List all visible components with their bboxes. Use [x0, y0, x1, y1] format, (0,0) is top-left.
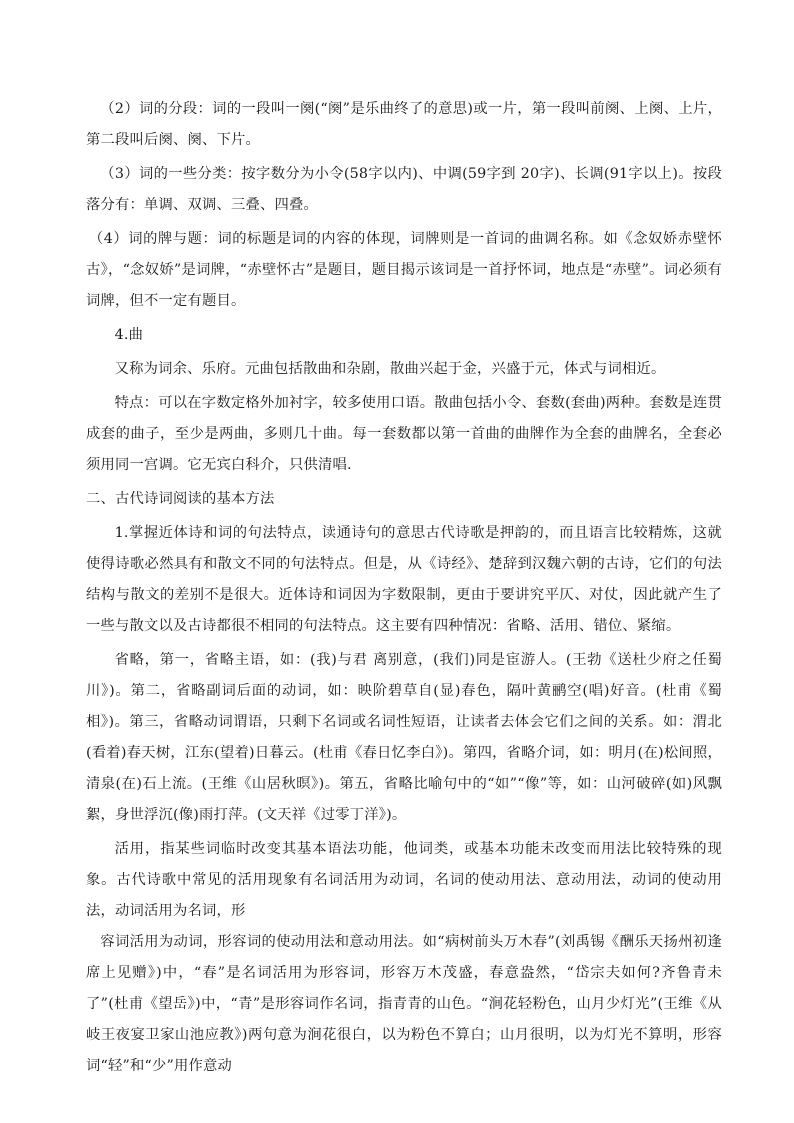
paragraph-qu-features: 特点：可以在字数定格外加衬字，较多使用口语。散曲包括小令、套数(套曲)两种。套数是连贯成套的曲子，至少是两曲，多则几十曲。每一套数都以第一首曲的曲牌作为全套的曲牌名，全套必须用同一宫调。它无宾白科介，只供清唱. — [86, 395, 722, 473]
paragraph-ci-sections: （2）词的分段：词的一段叫一阕(“阕”是乐曲终了的意思)或一片，第一段叫前阕、上阕、上片，第二段叫后阕、阕、下片。 — [86, 101, 722, 148]
paragraph-flexible-use-continued: 容词活用为动词，形容词的使动用法和意动用法。如“病树前头万木春”(刘禹锡《酬乐天扬州初逢席上见赠》)中，“春”是名词活用为形容词，形容万木茂盛，春意盎然，“岱宗夫如何?齐鲁青未了”(杜甫《望岳》)中，“青”是形容词作名词，指青青的山色。“涧花轻粉色，山月少灯光”(王维《从岐王夜宴卫家山池应教》)两句意为涧花很白，以为粉色不算白；山月很明，以为灯光不算明，形容词“轻”和“少”用作意动 — [86, 934, 722, 1074]
paragraph-ci-tune-and-title: （4）词的牌与题：词的标题是词的内容的体现，词牌则是一首词的曲调名称。如《念奴娇赤壁怀古》，“念奴娇”是词牌，“赤壁怀古”是题目，题目揭示该词是一首抒怀词，地点是“赤壁”。词必须有词牌，但不一定有题目。 — [86, 231, 722, 309]
paragraph-ci-categories: （3）词的一些分类：按字数分为小令(58字以内)、中调(59字到 20字)、长调(91字以上)。按段落分有：单调、双调、三叠、四叠。 — [86, 166, 722, 213]
section-heading-reading-methods: 二、古代诗词阅读的基本方法 — [86, 491, 275, 507]
section-heading-qu: 4.曲 — [114, 327, 144, 343]
paragraph-qu-definition: 又称为词余、乐府。元曲包括散曲和杂剧，散曲兴起于金，兴盛于元，体式与词相近。 — [114, 361, 666, 377]
paragraph-omission: 省略，第一，省略主语，如：(我)与君 离别意，(我们)同是宦游人。(王勃《送杜少府之任蜀川》)。第二，省略副词后面的动词，如：映阶碧草自(显)春色，隔叶黄鹂空(唱)好音。(杜甫《蜀相》)。第三，省略动词谓语，只剩下名词或名词性短语，让读者去体会它们之间的关系。如：渭北(看着)春天树，江东(望着)日暮云。(杜甫《春日忆李白》)。第四，省略介词，如：明月(在)松间照，清泉(在)石上流。(王维《山居秋暝》)。第五，省略比喻句中的“如”“像”等，如：山河破碎(如)风飘絮，身世浮沉(像)雨打萍。(文天祥《过零丁洋》)。 — [86, 652, 722, 823]
document-body — [86, 94, 722, 1082]
paragraph-syntax-features: 1.掌握近体诗和词的句法特点，读通诗句的意思古代诗歌是押韵的，而且语言比较精炼，这就使得诗歌必然具有和散文不同的句法特点。但是，从《诗经》、楚辞到汉魏六朝的古诗，它们的句法结构与散文的差别不是很大。近体诗和词因为字数限制，更由于要讲究平仄、对仗，因此就产生了一些与散文以及古诗都很不相同的句法特点。这主要有四种情况：省略、活用、错位、紧缩。 — [86, 525, 722, 634]
paragraph-flexible-use: 活用，指某些词临时改变其基本语法功能，他词类，或基本功能未改变而用法比较特殊的现象。古代诗歌中常见的活用现象有名词活用为动词，名词的使动用法、意动用法，动词的使动用法，动词活用为名词，形 — [86, 841, 722, 919]
